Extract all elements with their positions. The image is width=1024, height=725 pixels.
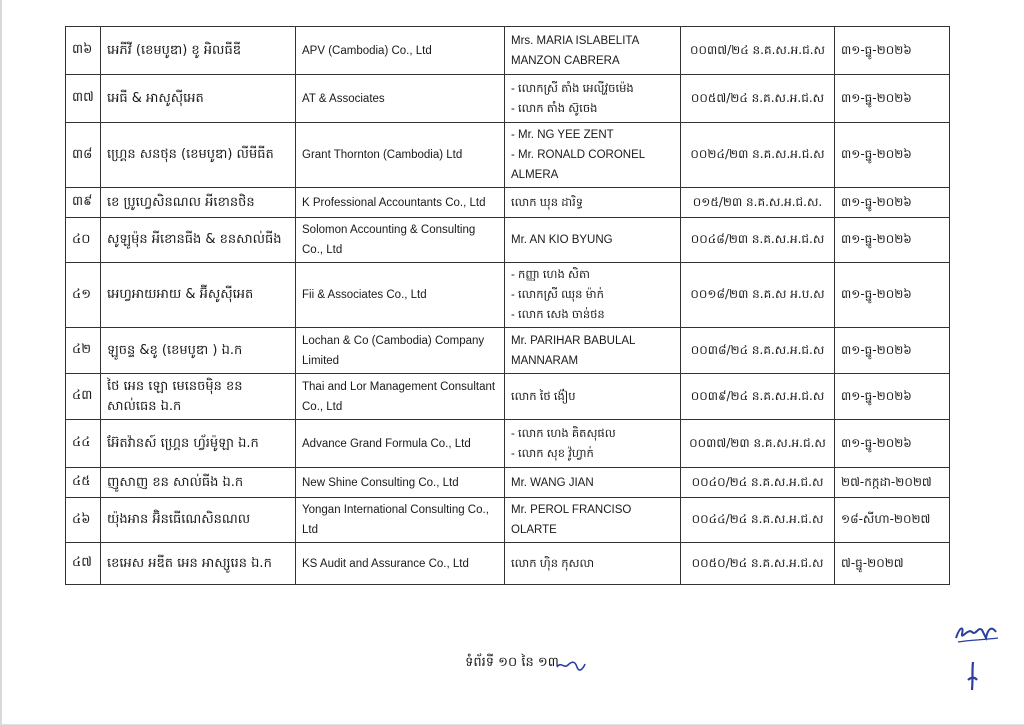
representative-name: - លោកស្រី ឈុន ម៉ាក់	[511, 289, 604, 301]
expiry-date: ៣១-ធ្នូ-២០២៦	[835, 123, 950, 188]
page-number-label: ទំព័រទី ១០ នៃ ១៣	[465, 655, 559, 670]
representative-cell	[505, 123, 681, 188]
row-number: ៤៦	[66, 498, 101, 543]
firm-name-english: Lochan & Co (Cambodia) Company Limited	[296, 328, 505, 374]
firm-name-khmer: សូឡូម៉ុន អីខោនធីង & ខនសាល់ធីង	[101, 218, 296, 263]
representative-cell	[505, 328, 681, 374]
row-number: ៤៣	[66, 374, 101, 420]
table-row	[66, 263, 950, 328]
representative-name: MANNARAM	[511, 354, 579, 367]
license-number: ០០៤៤/២៤ ន.គ.ស.អ.ជ.ស	[681, 498, 835, 543]
table-row	[66, 468, 950, 498]
license-number: ០០២៤/២៣ ន.គ.ស.អ.ជ.ស	[681, 123, 835, 188]
representative-name: - លោកស្រី តាំង អេលីវ្ហចម៉េង	[511, 82, 634, 95]
expiry-date: ៣១-ធ្នូ-២០២៦	[835, 27, 950, 75]
representative-name: - លោក សុខ វ៉ូហ្វាក់	[511, 447, 594, 460]
row-number: ៤១	[66, 263, 101, 328]
representative-name: ALMERA	[511, 169, 559, 181]
row-number: ៤២	[66, 328, 101, 374]
expiry-date: ៣១-ធ្នូ-២០២៦	[835, 374, 950, 420]
license-number: ០០៣៩/២៤ ន.គ.ស.អ.ជ.ស	[681, 374, 835, 420]
table-row	[66, 374, 950, 420]
representative-cell	[505, 75, 681, 123]
firm-name-khmer: យ៉ុងអាន អ៊ិនធើណេសិនណល	[101, 498, 296, 543]
row-number: ៣៨	[66, 123, 101, 188]
firm-name-khmer: អេធី & អាសូស៊ីអេត	[101, 75, 296, 123]
expiry-date: ២៧-កក្កដា-២០២៧	[835, 468, 950, 498]
expiry-date: ៣១-ធ្នូ-២០២៦	[835, 328, 950, 374]
representative-cell	[505, 543, 681, 585]
representative-name: លោក ហ៊ិន កុសលា	[511, 557, 595, 570]
representative-cell	[505, 218, 681, 263]
representative-cell	[505, 420, 681, 468]
expiry-date: ៣១-ធ្នូ-២០២៦	[835, 420, 950, 468]
row-number: ៤៥	[66, 468, 101, 498]
expiry-date: ៣១-ធ្នូ-២០២៦	[835, 263, 950, 328]
firm-name-khmer: អ៊ែតវ៉ានស៍ ហ្គ្រេន ហ្វ័រម៉ូឡា ឯ.ក	[101, 420, 296, 468]
representative-name: Mr. PARIHAR BABULAL	[511, 334, 636, 347]
firm-name-khmer: អេភីវី (ខេមបូឌា) ខូ អិលធីឌី	[101, 27, 296, 75]
firm-name-english: New Shine Consulting Co., Ltd	[296, 468, 505, 498]
table-row	[66, 328, 950, 374]
firm-name-khmer: ឡូចន្ទ &ខូ (ខេមបូឌា ) ឯ.ក	[101, 328, 296, 374]
firm-name-english: KS Audit and Assurance Co., Ltd	[296, 543, 505, 585]
firm-name-khmer: ខេអេស អឌីត អេន អាស្សូរេន ឯ.ក	[101, 543, 296, 585]
firm-registry-table	[65, 26, 950, 585]
representative-name: លោក ឃុន ដារិទ្ធ	[511, 196, 584, 209]
firm-name-english: Thai and Lor Management Consultant Co., Ltd	[296, 374, 505, 420]
expiry-date: ៣១-ធ្នូ-២០២៦	[835, 75, 950, 123]
firm-name-english: Solomon Accounting & Consulting Co., Ltd	[296, 218, 505, 263]
firm-name-english: Grant Thornton (Cambodia) Ltd	[296, 123, 505, 188]
representative-name: Mrs. MARIA ISLABELITA	[511, 34, 640, 47]
firm-name-english: Advance Grand Formula Co., Ltd	[296, 420, 505, 468]
representative-cell	[505, 374, 681, 420]
table-row	[66, 420, 950, 468]
table-row	[66, 543, 950, 585]
expiry-date: ៣១-ធ្នូ-២០២៦	[835, 188, 950, 218]
license-number: ០០១៨/២៣ ន.គ.ស អ.ប.ស	[681, 263, 835, 328]
representative-name: Mr. AN KIO BYUNG	[511, 234, 613, 246]
row-number: ៣៩	[66, 188, 101, 218]
expiry-date: ៣១-ធ្នូ-២០២៦	[835, 218, 950, 263]
firm-name-english: Fii & Associates Co., Ltd	[296, 263, 505, 328]
representative-cell	[505, 468, 681, 498]
license-number: ០០៣៨/២៤ ន.គ.ស.អ.ជ.ស	[681, 328, 835, 374]
table-row	[66, 123, 950, 188]
row-number: ៤៤	[66, 420, 101, 468]
row-number: ៣៦	[66, 27, 101, 75]
representative-name: - លោក ហេង គិតសុផល	[511, 427, 616, 440]
representative-name: Mr. WANG JIAN	[511, 476, 594, 489]
representative-name: Mr. PEROL FRANCISO	[511, 504, 632, 516]
firm-name-english: Yongan International Consulting Co., Ltd	[296, 498, 505, 543]
license-number: ០០៣៧/២៣ ន.គ.ស.អ.ជ.ស	[681, 420, 835, 468]
firm-name-khmer: អេហ្វអាយអាយ & អ៊ីសូស៊ីអេត	[101, 263, 296, 328]
representative-cell	[505, 263, 681, 328]
representative-cell	[505, 27, 681, 75]
representative-name: MANZON CABRERA	[511, 54, 620, 67]
firm-name-khmer: ញូសាញ ខន សាល់ធីង ឯ.ក	[101, 468, 296, 498]
representative-name: លោក ថៃ ង៉ៀប	[511, 390, 576, 403]
license-number: ០០៤០/២៤ ន.គ.ស.អ.ជ.ស	[681, 468, 835, 498]
representative-name: - លោក តាំង ស៊ូចេង	[511, 102, 598, 115]
expiry-date: ៧-ធ្នូ-២០២៧	[835, 543, 950, 585]
table-row	[66, 75, 950, 123]
expiry-date: ១៨-សីហា-២០២៧	[835, 498, 950, 543]
firm-name-khmer: ហ្រ្គេន សនថុន (ខេមបូឌា) លីមីធីត	[101, 123, 296, 188]
representative-name: - កញ្ញា ហេង សិតា	[511, 269, 590, 281]
representative-cell	[505, 188, 681, 218]
license-number: ០០៣៧/២៤ ន.គ.ស.អ.ជ.ស	[681, 27, 835, 75]
representative-name: - Mr. NG YEE ZENT	[511, 129, 614, 141]
row-number: ៤៧	[66, 543, 101, 585]
representative-name: - លោក សេង ចាន់ថន	[511, 309, 605, 321]
license-number: ០០៤៨/២៣ ន.គ.ស.អ.ជ.ស	[681, 218, 835, 263]
table-row	[66, 218, 950, 263]
firm-name-english: AT & Associates	[296, 75, 505, 123]
table-row	[66, 27, 950, 75]
firm-name-khmer: ខេ ប្រូហ្វេសិនណល អីខោនថិន	[101, 188, 296, 218]
representative-name: OLARTE	[511, 524, 557, 536]
row-number: ៣៧	[66, 75, 101, 123]
row-number: ៤០	[66, 218, 101, 263]
firm-name-khmer: ថៃ អេន ឡោ មេនេចម៉ិន ខនសាល់ធេន ឯ.ក	[101, 374, 296, 420]
license-number: ០០៥០/២៤ ន.គ.ស.អ.ជ.ស	[681, 543, 835, 585]
license-number: ០១៥/២៣ ន.គ.ស.អ.ជ.ស.	[681, 188, 835, 218]
firm-name-english: APV (Cambodia) Co., Ltd	[296, 27, 505, 75]
firm-name-english: K Professional Accountants Co., Ltd	[296, 188, 505, 218]
license-number: ០០៥៧/២៤ ន.គ.ស.អ.ជ.ស	[681, 75, 835, 123]
table-row	[66, 498, 950, 543]
page-footer	[0, 654, 1024, 673]
representative-cell	[505, 498, 681, 543]
representative-name: - Mr. RONALD CORONEL	[511, 149, 646, 161]
table-row	[66, 188, 950, 218]
handwritten-signature-mark	[952, 618, 1002, 648]
